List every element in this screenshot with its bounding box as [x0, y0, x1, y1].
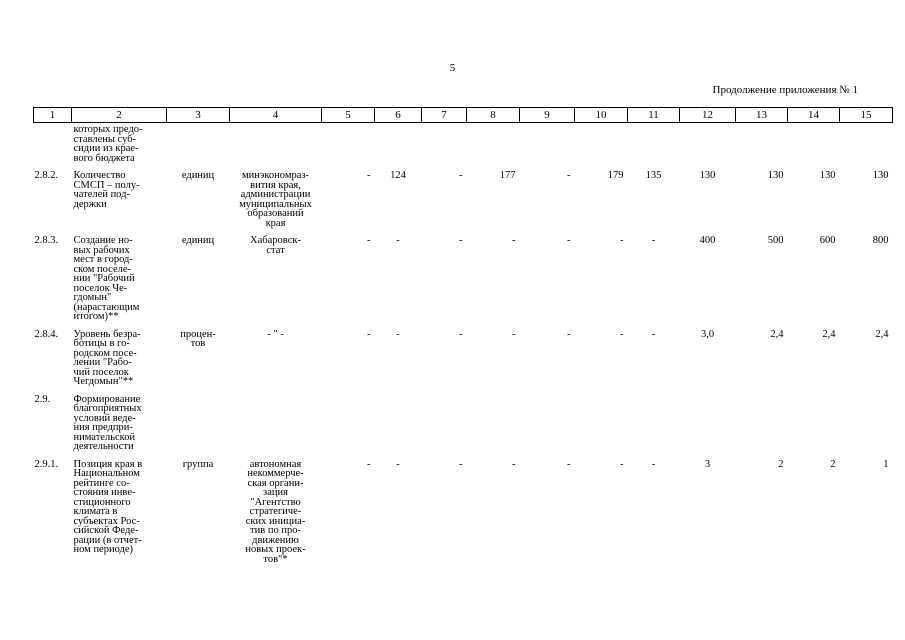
value-cell: - — [367, 328, 371, 340]
value-cell: - — [620, 458, 624, 470]
value-cell: 1 — [883, 458, 889, 470]
unit-of-measure: группа — [182, 458, 214, 470]
value-cell: - — [512, 328, 516, 340]
value-cell: - — [651, 328, 656, 340]
value-cell: 600 — [819, 235, 836, 246]
value-cell: - — [367, 235, 371, 246]
header-col-6: 6 — [375, 108, 422, 123]
data-source: минэкономраз- вития края, администрации муниципальных образований края — [239, 170, 312, 229]
data-source: Хабаровск- стат — [250, 235, 301, 256]
value-cell: 130 — [767, 170, 784, 181]
value-cell: - — [512, 458, 516, 470]
row-number: 2.8.4. — [34, 328, 59, 340]
row-number: 2.8.3. — [34, 235, 59, 246]
value-cell: 2,4 — [770, 328, 784, 340]
header-col-1: 1 — [34, 108, 72, 123]
data-source: автономная некоммерче- ская органи- зация "Агентство стратегиче- ских инициа- тив по про- движению новых проек- тов"* — [245, 458, 306, 565]
value-cell: 2 — [778, 458, 784, 470]
value-cell: 3,0 — [700, 328, 715, 340]
row-number: 2.8.2. — [34, 170, 59, 181]
value-cell: 800 — [872, 235, 889, 246]
value-cell: - — [396, 328, 400, 340]
value-cell: - — [567, 328, 571, 340]
page-number: 5 — [449, 62, 456, 74]
header-col-7: 7 — [422, 108, 467, 123]
header-row — [34, 108, 893, 123]
value-cell: - — [459, 458, 463, 470]
value-cell: 130 — [819, 170, 836, 181]
value-cell: 177 — [499, 170, 516, 181]
value-cell: - — [396, 235, 400, 246]
header-col-12: 12 — [680, 108, 736, 123]
row-number: 2.9. — [34, 393, 51, 405]
table-row — [34, 393, 893, 458]
header-col-11: 11 — [628, 108, 680, 123]
value-cell: - — [512, 235, 516, 246]
header-col-15: 15 — [840, 108, 893, 123]
header-col-14: 14 — [788, 108, 840, 123]
value-cell: 130 — [872, 170, 889, 181]
unit-of-measure: единиц — [181, 170, 215, 181]
value-cell: 3 — [704, 458, 711, 470]
header-col-9: 9 — [520, 108, 575, 123]
header-col-2: 2 — [72, 108, 167, 123]
header-col-3: 3 — [167, 108, 230, 123]
header-col-10: 10 — [575, 108, 628, 123]
value-cell: - — [396, 458, 400, 470]
table-row — [34, 123, 893, 170]
indicator-name: Уровень безра- ботицы в го- родском посе- лении "Рабо- чий поселок Чегдомын"** — [73, 328, 141, 387]
indicator-name: Создание но- вых рабочих мест в город- ском поселе- нии "Рабочий поселок Че- гдомын" (нарастающим итогом)** — [73, 235, 140, 322]
value-cell: - — [367, 458, 371, 470]
header-col-13: 13 — [736, 108, 788, 123]
value-cell: - — [651, 235, 656, 246]
value-cell: - — [459, 170, 463, 181]
table-row — [34, 458, 893, 571]
value-cell: 135 — [645, 170, 662, 181]
value-cell: - — [567, 235, 571, 246]
header-col-4: 4 — [230, 108, 322, 123]
indicator-name: Позиция края в Национальном рейтинге со- стояния инве- стиционного климата в субъектах Рос- сийской Феде- рации (в отчет- ном периоде) — [73, 458, 143, 555]
value-cell: 400 — [699, 235, 716, 246]
value-cell: 130 — [699, 170, 716, 181]
value-cell: - — [620, 328, 624, 340]
value-cell: - — [567, 458, 571, 470]
header-col-8: 8 — [467, 108, 520, 123]
value-cell: 124 — [390, 170, 406, 181]
table-row — [34, 169, 893, 234]
value-cell: 2,4 — [822, 328, 836, 340]
value-cell: - — [567, 170, 571, 181]
value-cell: - — [459, 328, 463, 340]
indicator-name: Формирование благоприятных условий веде- ния предпри- нимательской деятельности — [73, 393, 142, 452]
value-cell: - — [459, 235, 463, 246]
indicator-name: которых предо- ставлены суб- сидии из крае- вого бюджета — [73, 124, 143, 164]
table-row — [34, 328, 893, 393]
row-number: 2.9.1. — [34, 458, 59, 470]
indicators-table — [33, 107, 893, 570]
indicator-name: Количество СМСП – полу- чателей под- держки — [73, 170, 140, 210]
value-cell: 179 — [607, 170, 624, 181]
value-cell: - — [367, 170, 371, 181]
table-row — [34, 234, 893, 328]
value-cell: 2,4 — [875, 328, 889, 340]
data-source: - " - — [267, 328, 284, 340]
unit-of-measure: единиц — [181, 235, 215, 246]
header-col-5: 5 — [322, 108, 375, 123]
value-cell: - — [651, 458, 656, 470]
continuation-label: Продолжение приложения № 1 — [712, 84, 858, 96]
value-cell: 500 — [767, 235, 784, 246]
value-cell: 2 — [830, 458, 836, 470]
value-cell: - — [620, 235, 624, 246]
unit-of-measure: процен- тов — [180, 328, 216, 349]
